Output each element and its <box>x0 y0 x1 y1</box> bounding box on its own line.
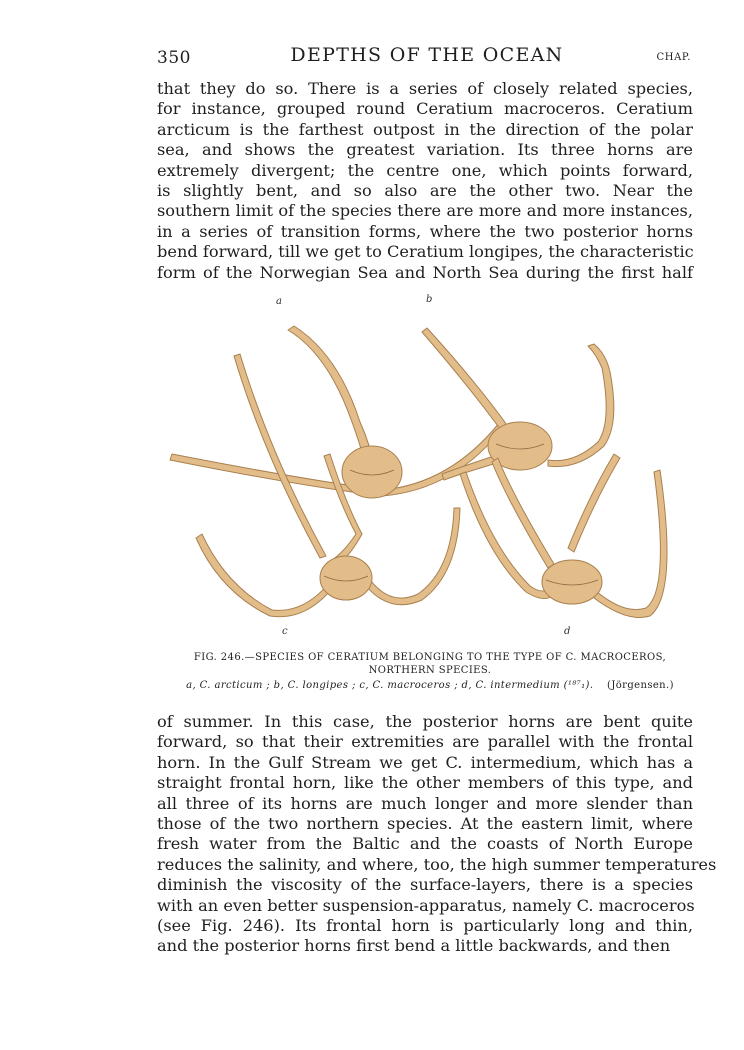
figure-label-d: d <box>564 626 571 637</box>
text-line: of summer. In this case, the posterior horns are bent quite <box>157 712 693 731</box>
text-line: extremely divergent; the centre one, which points forward, <box>157 160 693 180</box>
figure-caption-line2: NORTHERN SPECIES. <box>368 665 492 676</box>
figure-caption-line1: FIG. 246.—SPECIES OF CERATIUM BELONGING TO THE TYPE OF C. MACROCEROS, <box>193 652 667 663</box>
figure-246 <box>160 294 700 644</box>
figure-label-a: a <box>276 296 282 307</box>
figure-caption-legend <box>160 680 700 691</box>
specimen-d-intermedium <box>460 454 667 618</box>
text-line: is slightly bent, and so also are the other two. Near the <box>157 181 693 201</box>
ceratium-illustration <box>160 294 700 644</box>
text-line: reduces the salinity, and where, too, the high summer temperatures <box>157 854 717 874</box>
text-line: in a series of transition forms, where the two posterior horns <box>157 221 693 241</box>
page-number: 350 <box>157 48 191 68</box>
text-line: that they do so. There is a series of closely related species, <box>157 79 693 98</box>
text-line: sea, and shows the greatest variation. Its three horns are <box>157 140 693 160</box>
text-line: forward, so that their extremities are parallel with the frontal <box>157 732 693 752</box>
paragraph-top <box>157 79 693 283</box>
figure-source: (Jörgensen.) <box>607 680 674 691</box>
text-line: with an even better suspension-apparatus, namely C. macroceros <box>157 895 695 915</box>
text-line: and the posterior horns first bend a little backwards, and then <box>157 936 671 956</box>
figure-label-b: b <box>426 294 433 305</box>
text-line: fresh water from the Baltic and the coasts of North Europe <box>157 834 693 854</box>
text-line: (see Fig. 246). Its frontal horn is particularly long and thin, <box>157 916 693 936</box>
text-line: diminish the viscosity of the surface-layers, there is a species <box>157 875 693 895</box>
text-line: bend forward, till we get to Ceratium longipes, the characteristic <box>157 242 694 262</box>
text-line: those of the two northern species. At the eastern limit, where <box>157 814 693 834</box>
figure-label-c: c <box>282 626 288 637</box>
text-line: form of the Norwegian Sea and North Sea during the first half <box>157 262 693 282</box>
specimen-b-longipes <box>422 328 614 480</box>
chapter-abbrev: CHAP. <box>656 52 691 63</box>
running-header <box>157 44 697 70</box>
text-line: all three of its horns are much longer and more slender than <box>157 793 693 813</box>
text-line: arcticum is the farthest outpost in the direction of the polar <box>157 119 693 139</box>
figure-legend-text: a, C. arcticum ; b, C. longipes ; c, C. macroceros ; d, C. intermedium (¹⁸⁷₁). <box>186 680 594 691</box>
text-line: straight frontal horn, like the other members of this type, and <box>157 773 693 793</box>
text-line: southern limit of the species there are more and more instances, <box>157 201 693 221</box>
text-line: horn. In the Gulf Stream we get C. intermedium, which has a <box>157 752 693 772</box>
text-line: for instance, grouped round Ceratium macroceros. Ceratium <box>157 99 693 119</box>
running-title: DEPTHS OF THE OCEAN <box>290 44 564 66</box>
paragraph-bottom <box>157 712 717 957</box>
